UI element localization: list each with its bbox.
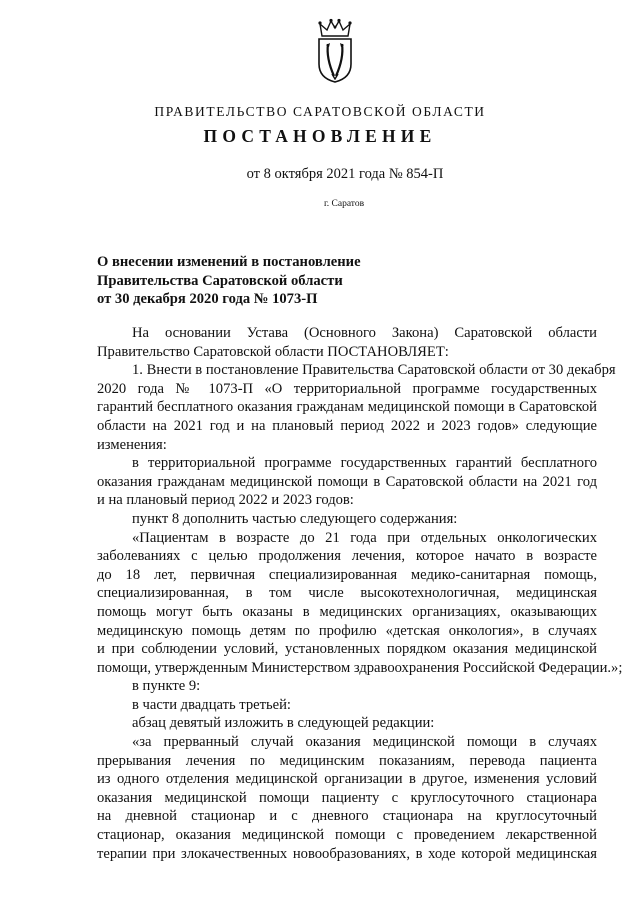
body-text-line: прерывания лечения по медицинским показаниям, перевода пациента	[97, 752, 597, 769]
body-text-line: 1. Внести в постановление Правительства Саратовской области от 30 декабря	[132, 362, 616, 379]
body-text-line: в пункте 9:	[132, 678, 201, 695]
body-text-line: до 18 лет, первичная специализированная медико-санитарная помощь,	[97, 566, 597, 583]
body-text-line: помощи, утвержденным Министерством здравоохранения Российской Федерации.»;	[97, 659, 623, 676]
body-text-line: стационар, оказания медицинской помощи с проведением лекарственной	[97, 827, 597, 844]
body-text-line: медицинскую помощь детям по профилю «детская онкология», в случаях	[97, 622, 597, 639]
body-text-line: на дневной стационар и с дневного стационара на круглосуточный	[97, 808, 597, 825]
body-text-line: и при соблюдении условий, установленных порядком оказания медицинской	[97, 641, 597, 658]
body-text-line: Правительство Саратовской области ПОСТАНОВЛЯЕТ:	[97, 343, 449, 360]
body-text-line: «за прерванный случай оказания медицинской помощи в случаях	[132, 734, 597, 751]
document-type-title: ПОСТАНОВЛЕНИЕ	[203, 126, 437, 146]
body-text-line: и на плановый период 2022 и 2023 годов:	[97, 492, 354, 509]
document-date-number: от 8 октября 2021 года № 854-П	[246, 166, 444, 182]
subject-line: от 30 декабря 2020 года № 1073-П	[97, 291, 318, 307]
document-body	[97, 324, 623, 863]
body-text-line: специализированная, в том числе высокотехнологичная, медицинская	[97, 585, 597, 602]
body-text-line: из одного отделения медицинской организации в другое, изменения условий	[97, 771, 597, 788]
body-text-line: изменения:	[97, 436, 167, 453]
body-text-line: абзац девятый изложить в следующей редакции:	[132, 715, 435, 732]
body-text-line: пункт 8 дополнить частью следующего содержания:	[132, 510, 458, 527]
body-text-line: гарантий бесплатного оказания гражданам медицинской помощи в Саратовской	[97, 399, 597, 416]
body-text-line: в территориальной программе государственных гарантий бесплатного	[132, 455, 597, 472]
body-text-line: в части двадцать третьей:	[132, 696, 291, 713]
document-city: г. Саратов	[323, 199, 365, 209]
body-text-line: оказания гражданам медицинской помощи в Саратовской области на 2021 год	[97, 473, 597, 490]
document-subject	[97, 253, 457, 309]
body-text-line: оказания медицинской помощи пациенту с круглосуточного стационара	[97, 789, 597, 806]
body-text-line: заболеваниях с целью продолжения лечения, которое начато в возрасте	[97, 548, 597, 565]
body-text-line: области на 2021 год и на плановый период 2022 и 2023 годов» следующие	[97, 417, 597, 434]
coat-of-arms-icon	[314, 18, 356, 84]
subject-line: О внесении изменений в постановление	[97, 254, 361, 270]
subject-line: Правительства Саратовской области	[97, 272, 343, 289]
body-text-line: терапии при злокачественных новообразованиях, в ходе которой медицинская	[97, 845, 597, 862]
organization-name: ПРАВИТЕЛЬСТВО САРАТОВСКОЙ ОБЛАСТИ	[154, 104, 486, 119]
body-text-line: На основании Устава (Основного Закона) Саратовской области	[132, 325, 597, 341]
body-text-line: «Пациентам в возрасте до 21 года при отдельных онкологических	[132, 529, 597, 546]
body-text-line: 2020 года № 1073-П «О территориальной программе государственных	[97, 380, 597, 397]
body-text-line: помощь могут быть оказаны в медицинских организациях, оказывающих	[97, 603, 597, 620]
